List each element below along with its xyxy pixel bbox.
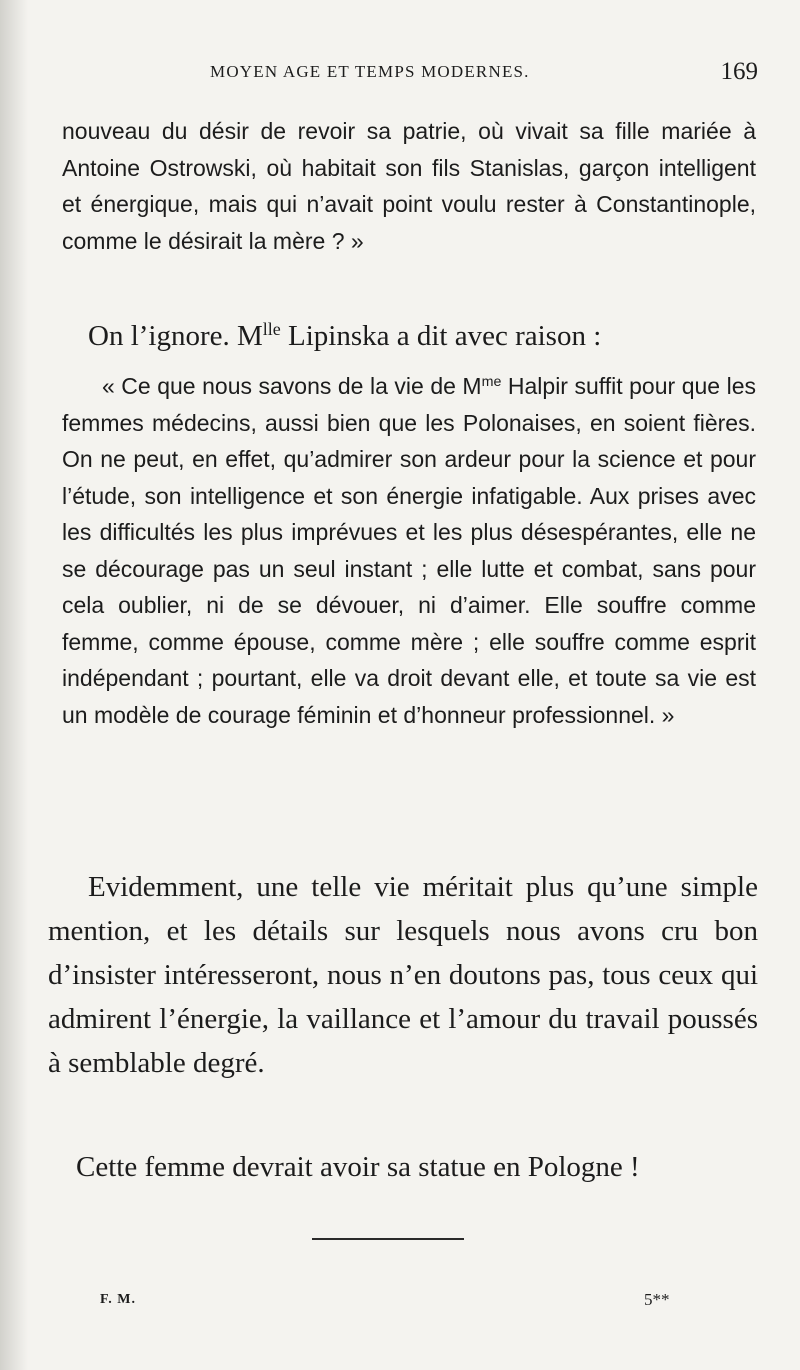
lipinska-superscript: lle: [262, 319, 281, 340]
lipinska-text-before: On l’ignore. M: [88, 320, 263, 352]
paragraph-quote: [62, 368, 756, 733]
signature-mark: 5**: [644, 1290, 670, 1309]
printer-signature: F. M.: [100, 1292, 136, 1307]
paragraph-lipinska: [88, 314, 758, 358]
page-header: [210, 58, 758, 88]
lipinska-text-after: Lipinska a dit avec raison :: [280, 320, 602, 352]
page-edge-shadow: [0, 0, 28, 1370]
paragraph-statue: Cette femme devrait avoir sa statue en Pologne !: [76, 1151, 640, 1183]
running-title: MOYEN AGE ET TEMPS MODERNES.: [210, 62, 530, 81]
quote-superscript: me: [481, 374, 502, 391]
paragraph-evidemment: Evidemment, une telle vie méritait plus qu’une simple mention, et les détails sur lesquels nous avons cru bon d’insister intéresseront, nous n’en doutons pas, tous ceux qui admirent l’énergie, la vaillance et l’amour du travail poussés à semblable degré.: [48, 871, 758, 1079]
paragraph-continuation: nouveau du désir de revoir sa patrie, où vivait sa fille mariée à Antoine Ostrowski, où habitait son fils Stanislas, garçon intelligent et énergique, mais qui n’avait point voulu rester à Constantinople, comme le désirait la mère ? »: [62, 118, 756, 254]
section-divider: [312, 1238, 464, 1240]
page-number: 169: [720, 58, 758, 85]
quote-text-after: Halpir suffit pour que les femmes médecins, aussi bien que les Polonaises, en soient fières. On ne peut, en effet, qu’admirer son ardeur pour la science et pour l’étude, son intelligence et son énergie infatigable. Aux prises avec les difficultés les plus imprévues et les plus désespérantes, elle ne se décourage pas un seul instant ; elle lutte et combat, sans pour cela oublier, ni de se dévouer, ni d’aimer. Elle souffre comme femme, comme épouse, comme mère ; elle souffre comme esprit indépendant ; pourtant, elle va droit devant elle, et toute sa vie est un modèle de courage féminin et d’honneur professionnel. »: [62, 373, 756, 728]
quote-text-before: « Ce que nous savons de la vie de M: [102, 373, 482, 399]
